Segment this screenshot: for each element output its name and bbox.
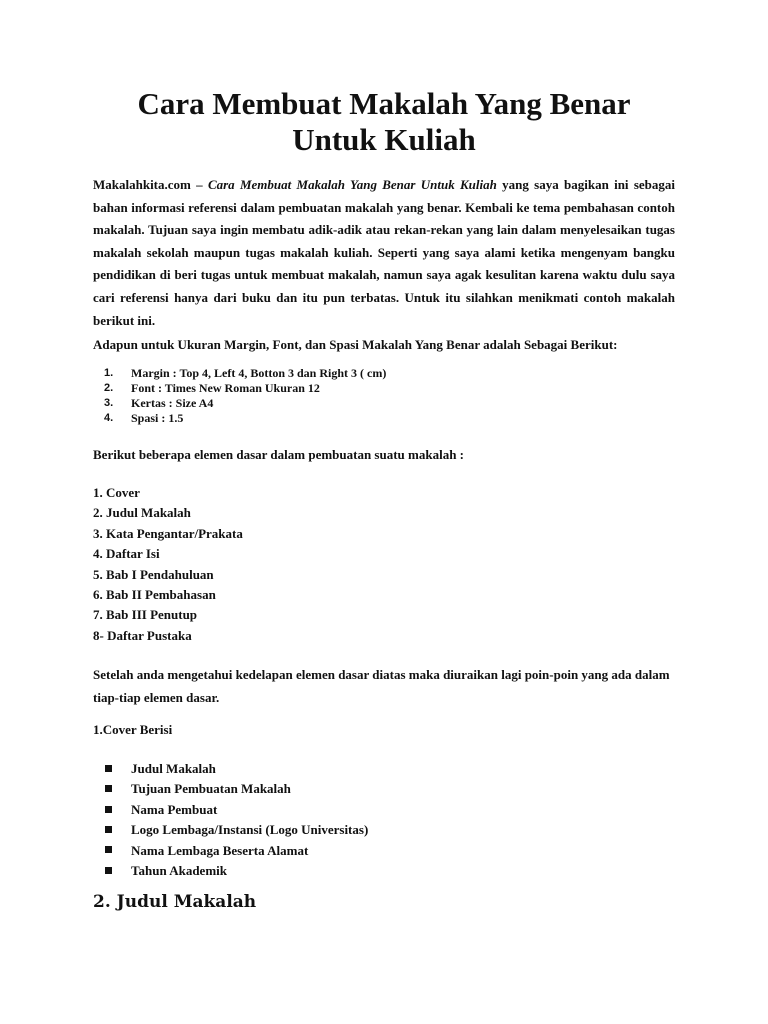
cover-item bbox=[105, 800, 368, 820]
square-bullet-icon bbox=[105, 765, 112, 772]
section-2-heading: 2. Judul Makalah bbox=[93, 892, 257, 912]
element-item: 3. Kata Pengantar/Prakata bbox=[93, 525, 243, 541]
element-item: 1. Cover bbox=[93, 485, 140, 500]
cover-item-text: Nama Pembuat bbox=[131, 801, 218, 817]
page-title bbox=[0, 86, 768, 158]
spec-item-text: Kertas : Size A4 bbox=[131, 396, 214, 410]
element-item: 5. Bab I Pendahuluan bbox=[93, 566, 214, 582]
spec-item-number: 1. bbox=[104, 367, 114, 379]
format-spec-list bbox=[104, 366, 386, 426]
spec-item bbox=[104, 396, 386, 411]
elements-list bbox=[93, 483, 243, 646]
cover-item-text: Nama Lembaga Beserta Alamat bbox=[131, 842, 309, 858]
element-item: 7. Bab III Penutup bbox=[93, 607, 198, 623]
square-bullet-icon bbox=[105, 846, 112, 853]
after-paragraph: Setelah anda mengetahui kedelapan elemen dasar diatas maka diuraikan lagi poin-poin yang ada dalam tiap-tiap elemen dasar. bbox=[93, 667, 670, 705]
spec-item bbox=[104, 411, 386, 426]
spec-item bbox=[104, 366, 386, 381]
cover-item-text: Tahun Akademik bbox=[131, 863, 227, 879]
cover-item-text: Judul Makalah bbox=[131, 761, 216, 776]
square-bullet-icon bbox=[105, 785, 112, 792]
cover-item-text: Logo Lembaga/Instansi (Logo Universitas) bbox=[131, 822, 369, 838]
square-bullet-icon bbox=[105, 826, 112, 833]
cover-item bbox=[105, 779, 368, 799]
cover-heading: 1.Cover Berisi bbox=[93, 722, 173, 737]
element-item: 2. Judul Makalah bbox=[93, 505, 191, 521]
intro-body: yang saya bagikan ini sebagai bahan informasi referensi dalam pembuatan makalah yang benar. Kembali ke tema pembahasan contoh makalah. Tujuan saya ingin membatu adik-adik atau rekan-rekan yang lain dalam menyelesaikan tugas makalah sekolah maupun tugas makalah kuliah. Seperti yang saya alami ketika mengenyam bangku pendidikan di beri tugas untuk membuat makalah, namun saya agak kesulitan karena waktu dulu saya cari referensi hanya dari buku dan itu pun terbatas. Untuk itu silahkan menikmati contoh makalah berikut ini. bbox=[93, 177, 675, 328]
cover-item-text: Tujuan Pembuatan Makalah bbox=[131, 781, 291, 797]
page-title-line2: Untuk Kuliah bbox=[292, 122, 476, 157]
spec-item-text: Font : Times New Roman Ukuran 12 bbox=[131, 381, 320, 395]
square-bullet-icon bbox=[105, 867, 112, 874]
element-item: 8- Daftar Pustaka bbox=[93, 627, 192, 643]
cover-item bbox=[105, 841, 368, 861]
intro-site: Makalahkita.com – bbox=[93, 177, 208, 192]
spec-item bbox=[104, 381, 386, 396]
intro-italic-title: Cara Membuat Makalah Yang Benar Untuk Kuliah bbox=[207, 177, 497, 192]
intro-paragraph bbox=[93, 174, 675, 332]
cover-items-list bbox=[105, 759, 368, 881]
spec-item-number: 3. bbox=[104, 397, 114, 409]
page-title-line1: Cara Membuat Makalah Yang Benar bbox=[137, 86, 631, 121]
spec-item-text: Margin : Top 4, Left 4, Botton 3 dan Right 3 ( cm) bbox=[131, 366, 387, 380]
cover-item bbox=[105, 820, 368, 840]
element-item: 4. Daftar Isi bbox=[93, 546, 160, 562]
spec-item-number: 4. bbox=[104, 412, 114, 424]
margin-heading: Adapun untuk Ukuran Margin, Font, dan Spasi Makalah Yang Benar adalah Sebagai Berikut: bbox=[93, 337, 618, 352]
cover-item bbox=[105, 861, 368, 881]
elements-heading: Berikut beberapa elemen dasar dalam pembuatan suatu makalah : bbox=[93, 447, 465, 462]
spec-item-text: Spasi : 1.5 bbox=[131, 411, 184, 425]
element-item: 6. Bab II Pembahasan bbox=[93, 587, 216, 603]
cover-item bbox=[105, 759, 368, 779]
spec-item-number: 2. bbox=[104, 382, 114, 394]
square-bullet-icon bbox=[105, 806, 112, 813]
